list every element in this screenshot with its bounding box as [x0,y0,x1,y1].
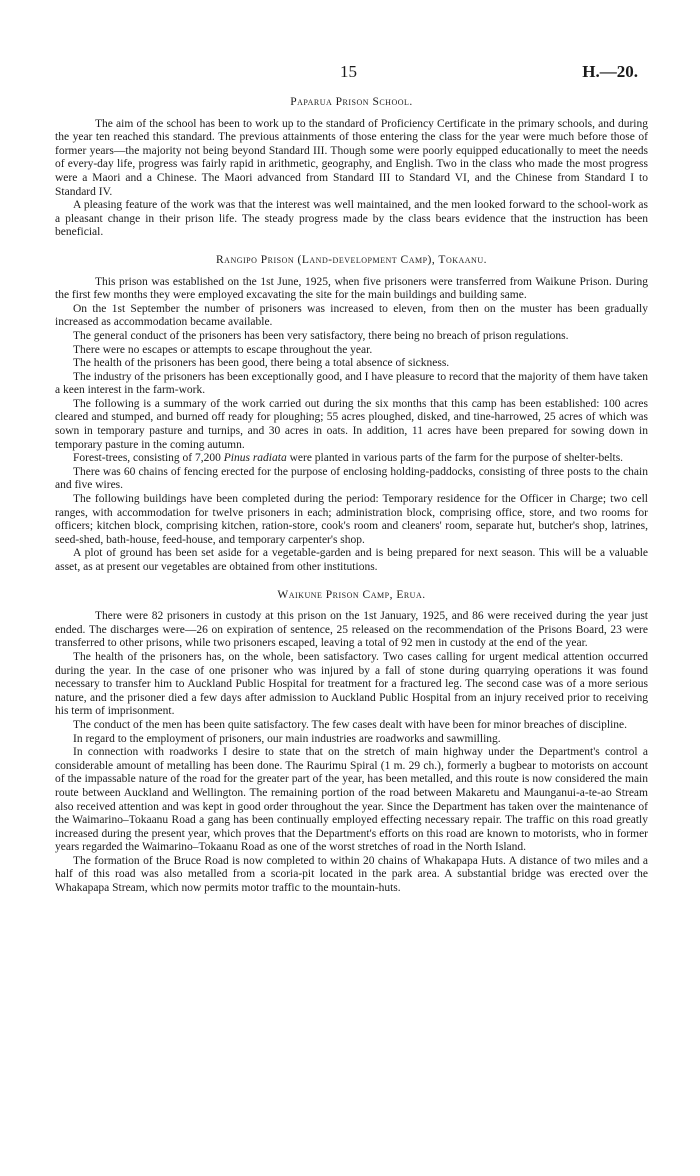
paragraph: The industry of the prisoners has been exceptionally good, and I have pleasure to record that the majority of them have taken a keen interest in the farm-work. [55,370,648,397]
paragraph: This prison was established on the 1st June, 1925, when five prisoners were transferred from Waikune Prison. During the first few months they were employed excavating the site for the main buildings and building same. [55,275,648,302]
paragraph: The following is a summary of the work carried out during the six months that this camp has been established: 100 acres cleared and stumped, and burned off ready for ploughing; 55 acres ploughed, disked, and tine-harrowed, 25 acres of which was sown in temporary pasture and turnips, and 30 acres in oats. In addition, 11 acres have been prepared for sowing down in temporary pasture in the coming autumn. [55,397,648,451]
paragraph: The conduct of the men has been quite satisfactory. The few cases dealt with have been for minor breaches of discipline. [73,718,628,731]
section-heading: Rangipo Prison (Land-development Camp), Tokaanu. [216,253,487,266]
paragraph: The general conduct of the prisoners has been very satisfactory, there being no breach of prison regulations. [73,329,569,342]
document-body [55,92,648,896]
paragraph: The health of the prisoners has been good, there being a total absence of sickness. [73,357,450,370]
italic-species-name: Pinus radiata [223,452,287,465]
paragraph: There were 82 prisoners in custody at this prison on the 1st January, 1925, and 86 were received during the year just ended. The discharges were—26 on expiration of sentence, 25 released on the recommendation of the Prisons Board, 23 were transferred to other prisons, while two prisoners escaped, leaving a total of 92 men in custody at the end of the year. [55,610,648,650]
section-rangipo [55,254,648,575]
paragraph: The formation of the Bruce Road is now completed to within 20 chains of Whakapapa Huts. A distance of two miles and a half of this road was also metalled from a scoria-pit located in the park area. A substantial bridge was erected over the Whakapapa Stream, which now permits motor traffic to the mountain-huts. [55,854,648,895]
paragraph: On the 1st September the number of prisoners was increased to eleven, from then on the muster has been gradually increased as accommodation became available. [55,302,648,329]
section-waikune [55,589,648,896]
page-header [0,62,700,82]
section-paparua [55,96,648,240]
paragraph: In connection with roadworks I desire to state that on the stretch of main highway under the Department's control a considerable amount of metalling has been done. The Raurimu Spiral (1 m. 29 ch.), formerly a bugbear to motorists on account of the impassable nature of the road for the greater part of the year, has been metalled, and this route is now considered the main route between Auckland and Wellington. The remaining portion of the road between Makaretu and Maunganui-a-te-ao Stream also received attention and was kept in good order throughout the year. Since the Department has taken over the maintenance of the Waimarino–Tokaanu Road a gang has been continually employed effecting necessary repair. The traffic on this road greatly increased during the present year, which proves that the Department's efforts on this road are known to motorists, who in former years regarded the Waimarino–Tokaanu Road as one of the worst stretches of road in the North Island. [55,746,648,854]
paragraph: There were no escapes or attempts to escape throughout the year. [73,343,373,356]
paragraph: A plot of ground has been set aside for a vegetable-garden and is being prepared for next season. This will be a valuable asset, as at present our vegetables are obtained from other institutions. [55,547,648,573]
paragraph: The aim of the school has been to work up to the standard of Proficiency Certificate in the primary schools, and during the year ten reached this standard. The previous attainments of those entering the class for the year were much before those of former years—the majority not being beyond Standard III. Though some were poorly equipped educationally to meet the needs of every-day life, progress was fairly rapid in arithmetic, geography, and English. Two in the class who made the most progress were a Maori and a Chinese. The Maori advanced from Standard III to Standard VI, and the Chinese from Standard I to Standard IV. [55,117,648,198]
text-run: were planted in various parts of the farm for the purpose of shelter-belts. [286,452,624,465]
paragraph: A pleasing feature of the work was that the interest was well maintained, and the men looked forward to the school-work as a pleasant change in their prison life. The steady progress made by the class bears evidence that the instruction has been beneficial. [55,199,648,239]
paragraph-forest-trees [55,452,648,466]
section-heading: Waikune Prison Camp, Erua. [277,588,426,601]
paragraph: There was 60 chains of fencing erected for the purpose of enclosing holding-paddocks, consisting of three posts to the chain and five wires. [55,465,648,492]
paragraph: In regard to the employment of prisoners, our main industries are roadworks and sawmilling. [73,732,501,745]
document-reference: H.—20. [582,62,638,81]
page-number: 15 [340,62,357,81]
text-run: Forest-trees, consisting of 7,200 [73,452,224,465]
paragraph: The following buildings have been completed during the period: Temporary residence for the Officer in Charge; two cell ranges, with accommodation for twelve prisoners in each; administration block, comprising office, store, and two rooms for officers; kitchen block, comprising kitchen, ration-store, cook's room and cleaners' room, separate hut, butcher's shop, latrines, seed-shed, bath-house, feed-house, and temporary carpenter's shop. [55,493,648,546]
section-heading: Paparua Prison School. [290,96,413,108]
paragraph: The health of the prisoners has, on the whole, been satisfactory. Two cases calling for urgent medical attention occurred during the year. In the case of one prisoner who was injured by a fall of stone during quarrying operations it was found necessary to transfer him to Auckland Public Hospital for treatment for a fractured leg. The second case was of a more serious nature, and the prisoner died a few days after admission to Auckland Public Hospital from an injury received prior to receiving his term of imprisonment. [55,650,648,718]
